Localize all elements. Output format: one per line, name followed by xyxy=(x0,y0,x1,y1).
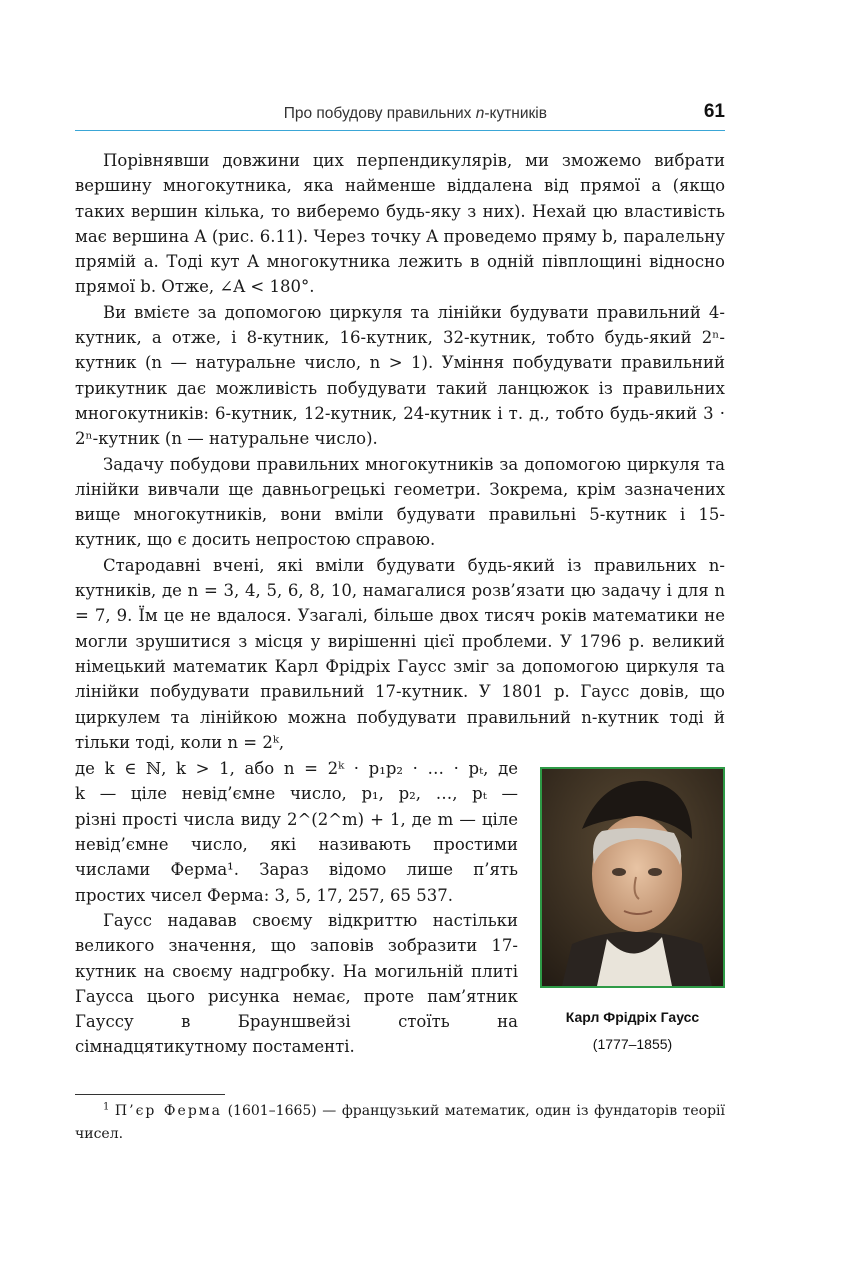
footnote xyxy=(75,1100,725,1146)
footnote-marker: 1 xyxy=(103,1101,110,1113)
running-header xyxy=(75,100,725,131)
paragraph-4: Стародавні вчені, які вміли будувати будь-який із правильних n-кутників, де n = 3, 4, 5, 6, 8, 10, намагалися розв’язати цю задачу і для n = 7, 9. Їм це не вдалося. Узагалі, більше двох тисяч років математики не могли зрушитися з місця у вирішенні цієї проблеми. У 1796 р. великий німецький математик Карл Фрідріх Гаусс зміг за допомогою циркуля та лінійки побудувати правильний 17-кутник. У 1801 р. Гаусс довів, що циркулем та лінійкою можна побудувати правильний n-кутник тоді й тільки тоді, коли n = 2ᵏ, xyxy=(75,555,725,752)
header-title-post: -кутників xyxy=(484,105,547,122)
main-text xyxy=(75,148,725,1060)
header-title-pre: Про побудову правильних xyxy=(283,105,476,122)
gauss-portrait-image xyxy=(540,767,725,988)
gauss-figure xyxy=(540,767,725,1060)
portrait-illustration xyxy=(542,769,723,986)
paragraph-1: Порівнявши довжини цих перпендикулярів, ми зможемо вибрати вершину многокутника, яка найменше віддалена від прямої a (якщо таких вершин кілька, то виберемо будь-яку з них). Нехай цю властивість має вершина A (рис. 6.11). Через точку A проведемо пряму b, паралельну прямій a. Тоді кут A многокутника лежить в одній півплощині відносно прямої b. Отже, ∠A < 180°. xyxy=(75,151,725,297)
side-line: невід’ємне число, які називають простими xyxy=(75,835,518,855)
figure-caption-years: (1777–1855) xyxy=(592,1036,673,1053)
side-line: різні прості числа виду 2^(2^m) + 1, де m — ціле xyxy=(75,809,518,829)
page-number: 61 xyxy=(703,101,725,122)
header-title xyxy=(284,105,547,123)
footnote-divider xyxy=(75,1094,225,1095)
footnote-text: (1601–1665) — французький математик, один із фундаторів теорії чисел. xyxy=(75,1103,725,1142)
paragraph-5: Гаусс надавав своєму відкриттю настільки великого значення, що заповів зобразити 17-кутник на своєму надгробку. На могильній плиті Гаусса цього рисунка немає, проте пам’ятник Гауссу в Брауншвейзі стоїть на сімнадцятикутному постаменті. xyxy=(75,910,518,1057)
text-with-figure xyxy=(75,756,725,1060)
side-text xyxy=(75,756,518,1060)
side-line: числами Ферма¹. Зараз відомо лише п’ять xyxy=(75,860,518,880)
side-line: k — ціле невід’ємне число, p₁, p₂, …, pₜ — xyxy=(75,784,518,804)
side-line: де k ∈ ℕ, k > 1, або n = 2ᵏ · p₁p₂ · … · pₜ, де xyxy=(75,759,518,779)
figure-caption-name: Карл Фрідріх Гаусс xyxy=(565,1009,700,1026)
paragraph-2: Ви вмієте за допомогою циркуля та лінійки будувати правильний 4-кутник, а отже, і 8-кутник, 16-кутник, 32-кутник, тобто будь-який 2ⁿ-кутник (n — натуральне число, n > 1). Уміння побудувати правильний трикутник дає можливість побудувати такий ланцюжок із правильних многокутників: 6-кутник, 12-кутник, 24-кутник і т. д., тобто будь-який 3 · 2ⁿ-кутник (n — натуральне число). xyxy=(75,302,725,449)
side-line: простих чисел Ферма: 3, 5, 17, 257, 65 537. xyxy=(75,885,453,905)
paragraph-3: Задачу побудови правильних многокутників за допомогою циркуля та лінійки вивчали ще давньогрецькі геометри. Зокрема, крім зазначених вище многокутників, вони вміли будувати правильні 5-кутник і 15-кутник, що є досить непростою справою. xyxy=(75,454,725,550)
header-title-var: n xyxy=(475,105,485,122)
footnote-name: П’єр Ферма xyxy=(114,1103,223,1119)
